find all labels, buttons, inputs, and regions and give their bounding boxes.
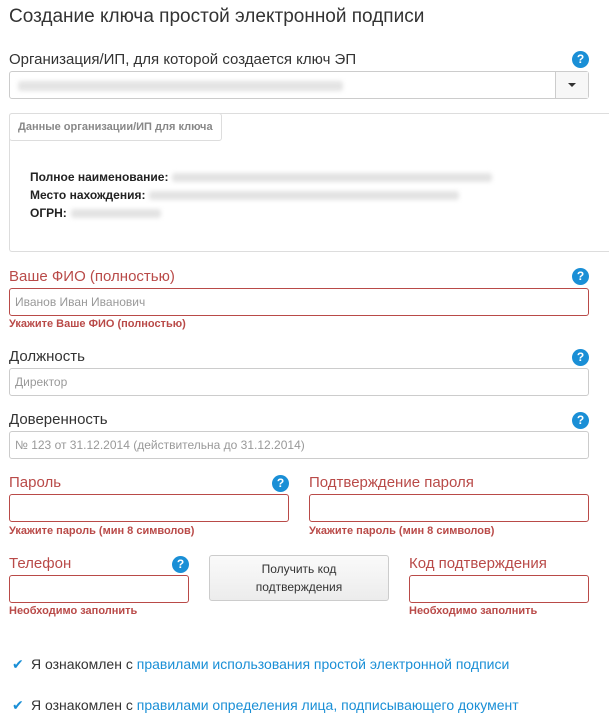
fio-input[interactable]: Иванов Иван Иванович: [9, 288, 589, 316]
password-label: Пароль: [9, 474, 62, 491]
phone-input[interactable]: [9, 575, 189, 603]
org-full-name-value: [172, 173, 492, 182]
question-circle-icon[interactable]: ?: [172, 556, 189, 573]
agreement-signer-prefix: Я ознакомлен с: [31, 697, 137, 713]
organization-label: Организация/ИП, для которой создается ключ ЭП: [9, 51, 357, 68]
fio-error: Укажите Ваше ФИО (полностью): [9, 318, 186, 330]
password-confirm-label: Подтверждение пароля: [309, 474, 474, 491]
fio-label: Ваше ФИО (полностью): [9, 268, 175, 285]
organization-select[interactable]: [9, 71, 589, 99]
password-input[interactable]: [9, 494, 289, 522]
org-full-name-label: Полное наименование:: [30, 170, 169, 184]
question-circle-icon[interactable]: ?: [272, 475, 289, 492]
page-title: Создание ключа простой электронной подписи: [9, 6, 425, 27]
caret-down-icon: [568, 83, 576, 87]
agreement-signer-link[interactable]: правилами определения лица, подписывающего документ: [136, 697, 519, 713]
position-label: Должность: [9, 348, 85, 365]
checkbox-checked-icon[interactable]: ✔: [12, 697, 24, 713]
password-error: Укажите пароль (мин 8 символов): [9, 525, 195, 537]
phone-error: Необходимо заполнить: [9, 605, 138, 617]
org-location-row: [30, 188, 459, 202]
power-of-attorney-label: Доверенность: [9, 411, 108, 428]
question-circle-icon[interactable]: ?: [572, 349, 589, 366]
organization-select-value: [18, 81, 343, 91]
agreement-usage-link[interactable]: правилами использования простой электронной подписи: [136, 656, 510, 672]
get-code-button-line2: подтверждения: [255, 580, 343, 594]
password-confirm-error: Укажите пароль (мин 8 символов): [309, 525, 495, 537]
get-code-button-line1: Получить код: [261, 562, 337, 576]
question-circle-icon[interactable]: ?: [572, 51, 589, 68]
checkbox-checked-icon[interactable]: ✔: [12, 656, 24, 672]
password-confirm-input[interactable]: [309, 494, 589, 522]
question-circle-icon[interactable]: ?: [572, 268, 589, 285]
get-code-button[interactable]: [209, 555, 389, 601]
question-circle-icon[interactable]: ?: [572, 412, 589, 429]
agreement-usage-row[interactable]: [12, 656, 509, 673]
org-ogrn-label: ОГРН:: [30, 206, 67, 220]
position-input[interactable]: Директор: [9, 368, 589, 396]
confirm-code-input[interactable]: [409, 575, 589, 603]
org-location-value: [149, 191, 459, 200]
power-of-attorney-input[interactable]: № 123 от 31.12.2014 (действительна до 31.12.2014): [9, 431, 589, 459]
org-location-label: Место нахождения:: [30, 188, 146, 202]
agreement-signer-row[interactable]: [12, 697, 519, 714]
dropdown-button[interactable]: [555, 72, 588, 98]
phone-label: Телефон: [9, 555, 72, 572]
organization-data-tab[interactable]: Данные организации/ИП для ключа: [9, 113, 222, 141]
confirm-code-label: Код подтверждения: [409, 555, 547, 572]
agreement-usage-prefix: Я ознакомлен с: [31, 656, 137, 672]
confirm-code-error: Необходимо заполнить: [409, 605, 538, 617]
org-ogrn-value: [71, 209, 161, 218]
org-full-name-row: [30, 170, 492, 184]
org-ogrn-row: [30, 206, 161, 220]
